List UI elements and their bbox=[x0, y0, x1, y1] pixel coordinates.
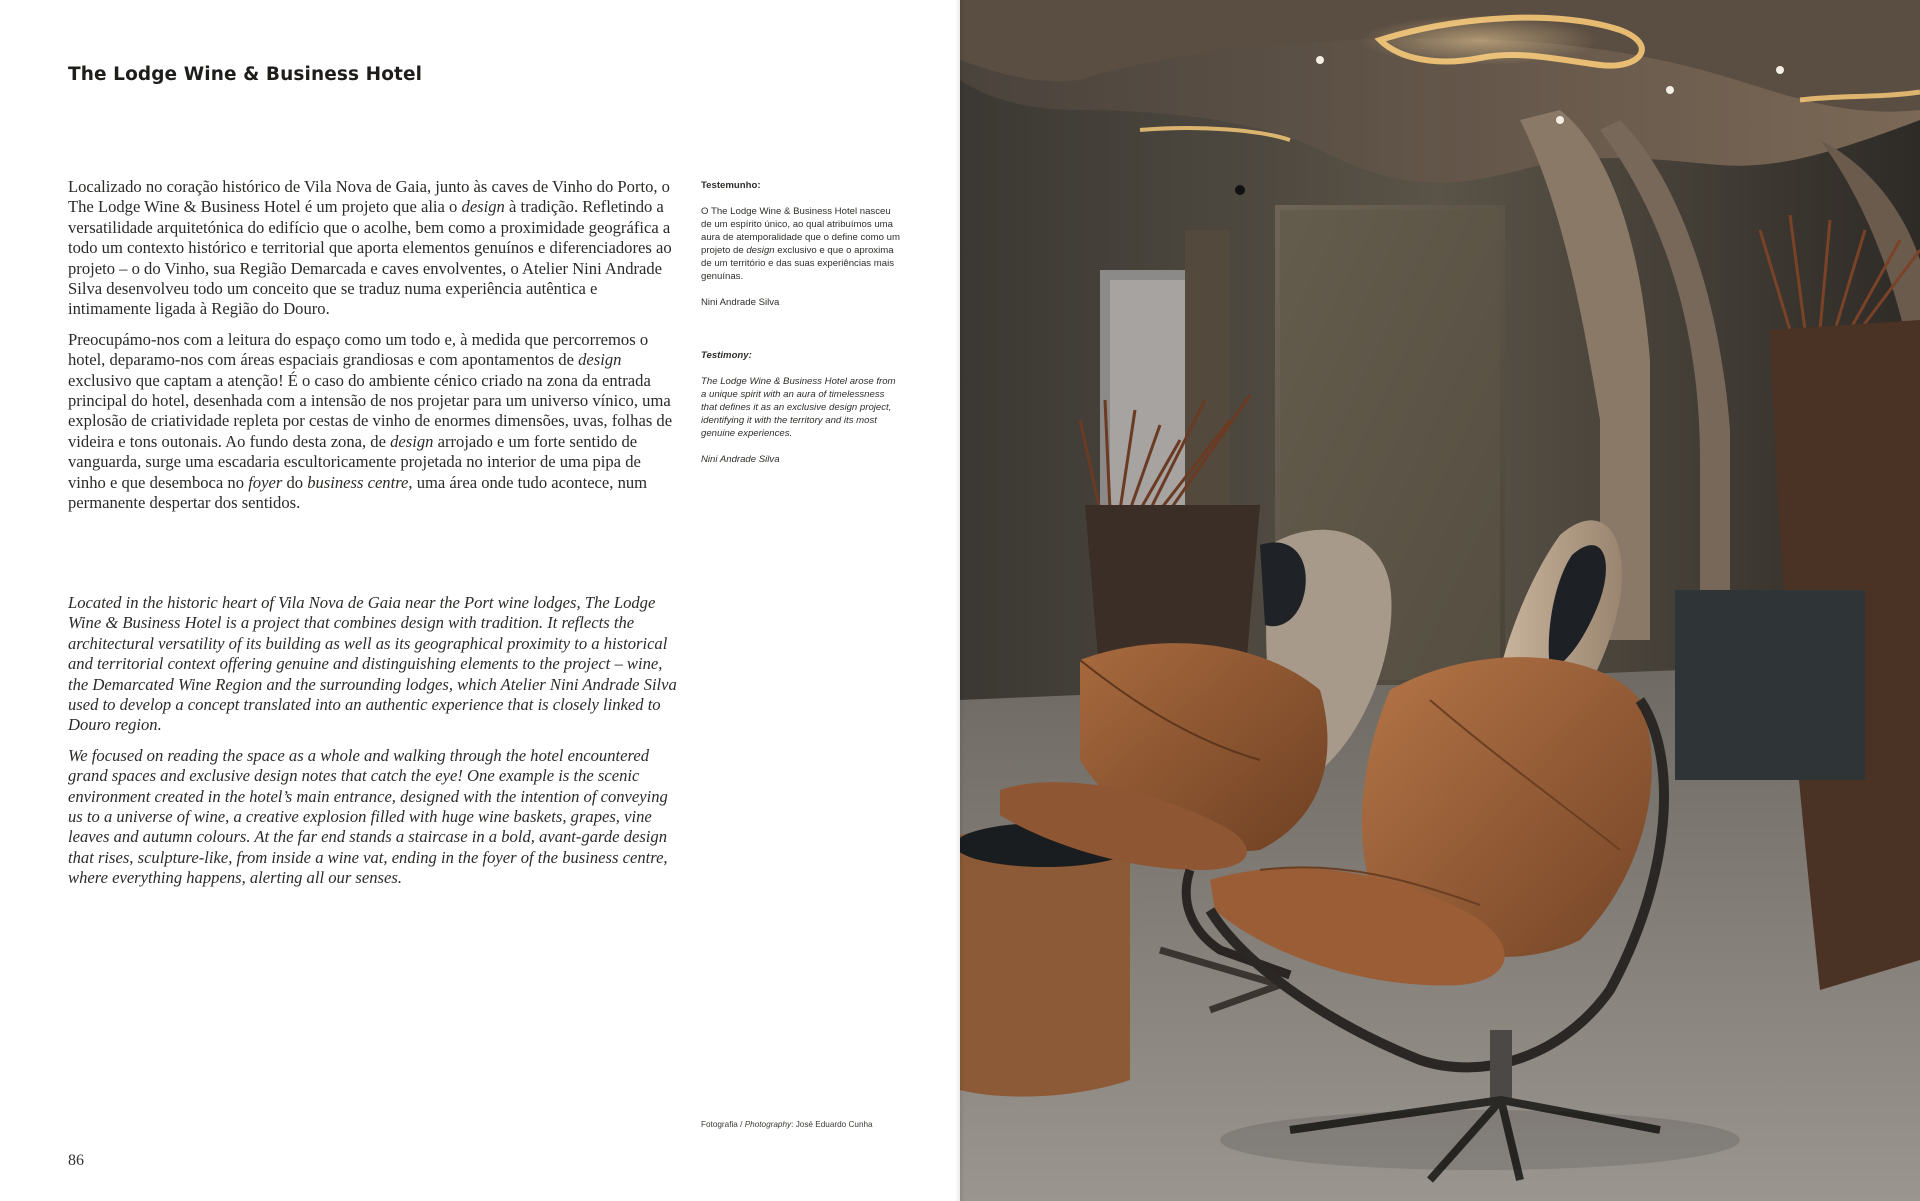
testimony-portuguese bbox=[701, 179, 901, 309]
page-number: 86 bbox=[68, 1152, 84, 1169]
page-title: The Lodge Wine & Business Hotel bbox=[68, 64, 423, 85]
english-paragraph-2: We focused on reading the space as a whole and walking through the hotel encountered grand spaces and exclusive design notes that catch the eye! One example is the scenic environment created in the hotel’s main entrance, designed with the intention of conveying us to a universe of wine, a creative explosion filled with huge wine baskets, grapes, vine leaves and autumn colours. At the far end stands a staircase in a bold, avant-garde design that rises, sculpture-like, from inside a wine vat, ending in the foyer of the business centre, where everything happens, alerting all our senses. bbox=[68, 745, 668, 888]
english-text bbox=[68, 593, 680, 899]
portuguese-text bbox=[68, 177, 680, 524]
photo-credit: Fotografia / Photography: José Eduardo Cunha bbox=[701, 1120, 873, 1129]
testimony-heading-en: Testimony: bbox=[701, 350, 752, 361]
testimony-author-pt: Nini Andrade Silva bbox=[701, 297, 780, 308]
lounge-photo-illustration bbox=[960, 0, 1920, 1201]
testimony-quote-en: The Lodge Wine & Business Hotel arose from a unique spirit with an aura of timelessness that defines it as an exclusive design project, identifying it with the territory and its most genuine experiences. bbox=[701, 376, 896, 439]
testimony-english bbox=[701, 349, 901, 466]
testimony-author-en: Nini Andrade Silva bbox=[701, 454, 780, 465]
testimony-heading-pt: Testemunho: bbox=[701, 180, 761, 191]
hotel-lounge-photo bbox=[960, 0, 1920, 1201]
portuguese-paragraph-2: Preocupámo-nos com a leitura do espaço como um todo e, à medida que percorremos o hotel, deparamo-nos com áreas espaciais grandiosas e com apontamentos de design exclusivo que captam a atenção! É o caso do ambiente cénico criado na zona da entrada principal do hotel, desenhada com a intensão de nos projetar para um universo vínico, uma explosão de criatividade repleta por cestas de vinho de enormes dimensões, uvas, folhas de videira e tons outonais. Ao fundo desta zona, de design arrojado e um forte sentido de vanguarda, surge uma escadaria escultoricamente projetada no interior de uma pipa de vinho e que desemboca no foyer do business centre, uma área onde tudo acontece, num permanente despertar dos sentidos. bbox=[68, 329, 673, 513]
english-paragraph-1: Located in the historic heart of Vila Nova de Gaia near the Port wine lodges, The Lodge Wine & Business Hotel is a project that combines design with tradition. It reflects the architectural versatility of its building as well as its geographical proximity to a historical and territorial context offering genuine and distinguishing elements to the project – wine, the Demarcated Wine Region and the surrounding lodges, which Atelier Nini Andrade Silva used to develop a concept translated into an authentic experience that is closely linked to Douro region. bbox=[68, 593, 677, 735]
testimony-quote-pt: O The Lodge Wine & Business Hotel nasceu de um espírito único, ao qual atribuímos uma aura de atemporalidade que o define como um projeto de design exclusivo e que o aproxima de um território e das suas experiências mais genuínas. bbox=[701, 206, 900, 282]
portuguese-paragraph-1: Localizado no coração histórico de Vila Nova de Gaia, junto às caves de Vinho do Porto, o The Lodge Wine & Business Hotel é um projeto que alia o design à tradição. Refletindo a versatilidade arquitetónica do edifício que o acolhe, bem como a proximidade geográfica a todo um contexto histórico e territorial que aporta elementos genuínos e diferenciadores ao projeto – o do Vinho, sua Região Demarcada e caves envolventes, o Atelier Nini Andrade Silva desenvolveu todo um conceito que se traduz numa experiência autêntica e intimamente ligada à Região do Douro. bbox=[68, 177, 672, 319]
